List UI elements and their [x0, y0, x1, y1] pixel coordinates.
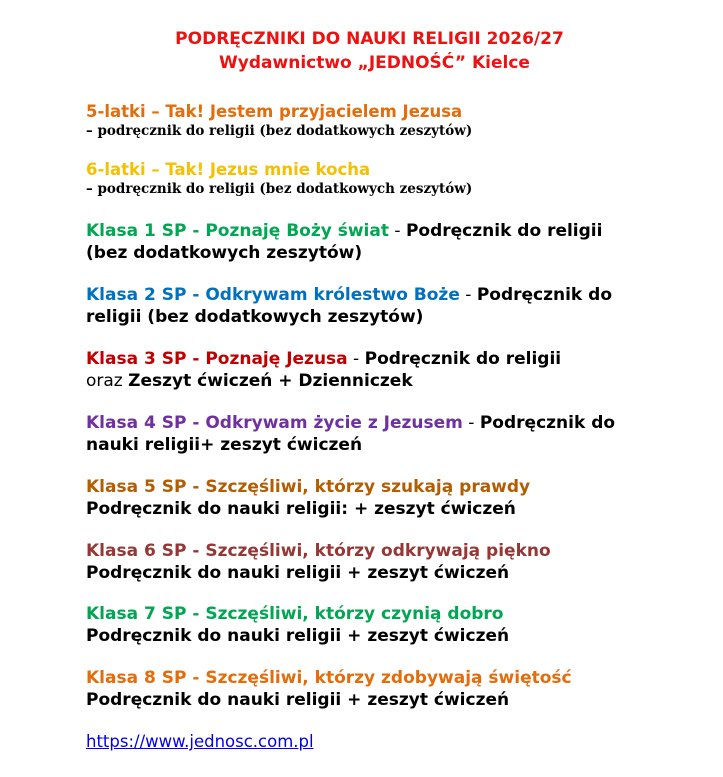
entry-separator: -	[347, 349, 365, 369]
publisher-subtitle: Wydawnictwo „JEDNOŚĆ” Kielce	[219, 53, 530, 73]
entry-klasa-3	[86, 348, 686, 392]
entry-title: Klasa 7 SP - Szczęśliwi, którzy czynią dobro	[86, 604, 504, 624]
entry-5-latki	[86, 101, 686, 140]
entry-description: Podręcznik do religii	[364, 349, 562, 369]
entry-description: Podręcznik do nauki religii + zeszyt ćwiczeń	[86, 626, 510, 646]
entry-description: Podręcznik do nauki religii + zeszyt ćwiczeń	[86, 690, 510, 710]
entry-title: Klasa 2 SP - Odkrywam królestwo Boże	[86, 285, 460, 305]
entry-conjunction: oraz	[86, 371, 129, 391]
entry-title: Klasa 5 SP - Szczęśliwi, którzy szukają prawdy	[86, 477, 531, 497]
entry-description: Podręcznik do nauki religii + zeszyt ćwiczeń	[86, 563, 510, 583]
entry-description-cont: (bez dodatkowych zeszytów)	[86, 243, 363, 263]
entry-klasa-4	[86, 412, 686, 456]
entry-description: Podręcznik do	[479, 413, 616, 433]
entry-klasa-5	[86, 476, 686, 520]
entry-description-cont: nauki religii+ zeszyt ćwiczeń	[86, 435, 363, 455]
entry-title: 5-latki – Tak! Jestem przyjacielem Jezusa	[86, 102, 463, 121]
entry-description-cont: religii (bez dodatkowych zeszytów)	[86, 307, 424, 327]
website-link[interactable]: https://www.jednosc.com.pl	[86, 732, 314, 751]
entry-description: – podręcznik do religii (bez dodatkowych zeszytów)	[86, 123, 473, 139]
entry-klasa-7	[86, 603, 686, 647]
document-title: PODRĘCZNIKI DO NAUKI RELIGII 2026/27	[175, 29, 564, 49]
entry-klasa-2	[86, 284, 686, 328]
entry-description: Podręcznik do	[476, 285, 613, 305]
entry-title: Klasa 4 SP - Odkrywam życie z Jezusem	[86, 413, 463, 433]
entry-description: Podręcznik do nauki religii: + zeszyt ćwiczeń	[86, 499, 516, 519]
entry-separator: -	[459, 285, 477, 305]
entry-description-cont: Zeszyt ćwiczeń + Dzienniczek	[128, 371, 413, 391]
entry-title: Klasa 3 SP - Poznaję Jezusa	[86, 349, 348, 369]
entry-separator: -	[462, 413, 480, 433]
entry-title: Klasa 8 SP - Szczęśliwi, którzy zdobywają świętość	[86, 668, 572, 688]
entry-title: 6-latki – Tak! Jezus mnie kocha	[86, 160, 371, 179]
entry-separator: -	[389, 221, 406, 241]
entry-title: Klasa 6 SP - Szczęśliwi, którzy odkrywają piękno	[86, 541, 551, 561]
entry-klasa-6	[86, 540, 686, 584]
entry-klasa-1	[86, 220, 686, 264]
entry-title: Klasa 1 SP - Poznaję Boży świat	[86, 221, 389, 241]
entry-6-latki	[86, 159, 686, 198]
entry-klasa-8	[86, 667, 686, 711]
entry-description: Podręcznik do religii	[405, 221, 603, 241]
entry-description: – podręcznik do religii (bez dodatkowych zeszytów)	[86, 181, 473, 197]
